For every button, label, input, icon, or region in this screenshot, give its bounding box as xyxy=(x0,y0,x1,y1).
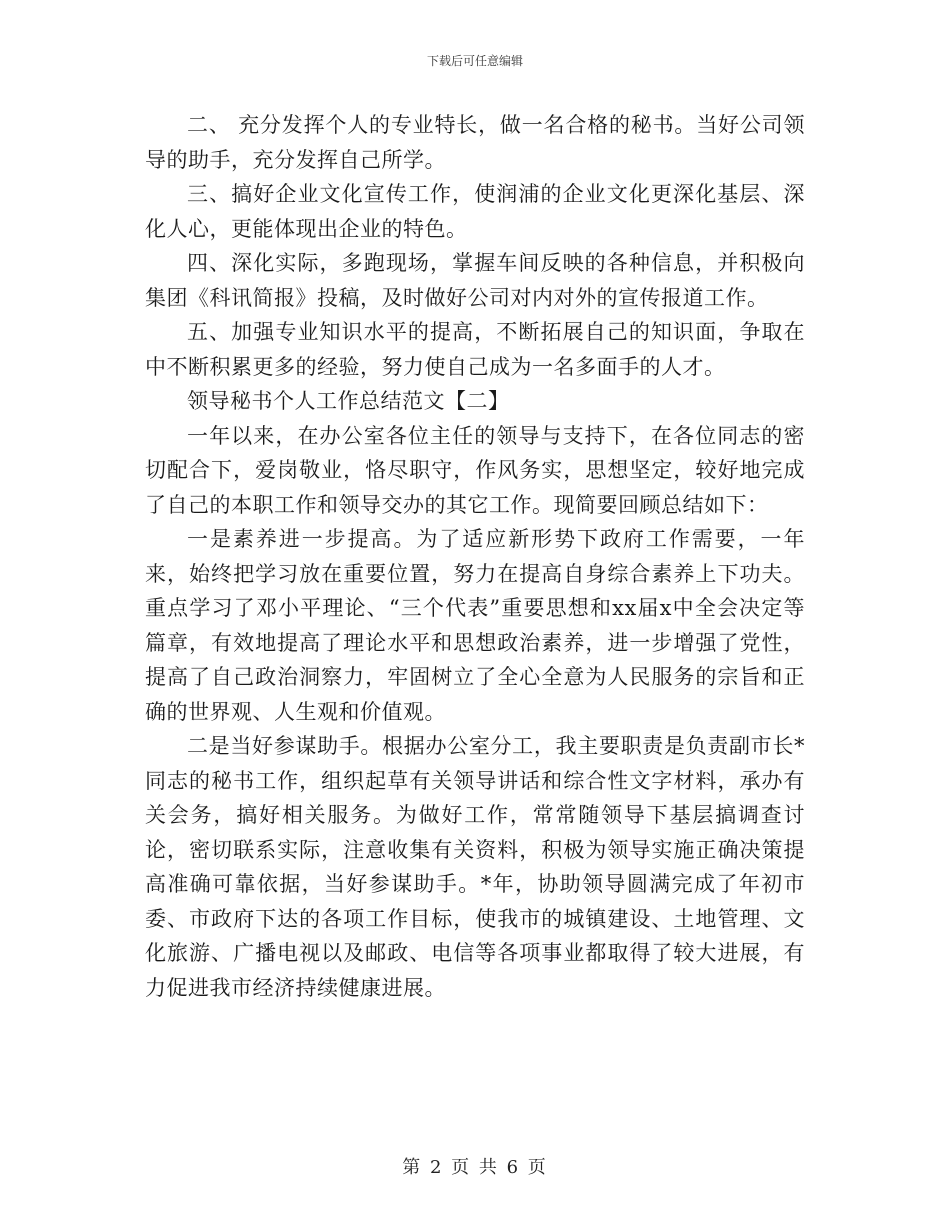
paragraph-section-3: 三、搞好企业文化宣传工作，使润浦的企业文化更深化基层、深化人心，更能体现出企业的特色。 xyxy=(145,182,805,241)
paragraph-intro: 一年以来，在办公室各位主任的领导与支持下，在各位同志的密切配合下，爱岗敬业，恪尽职守，作风务实，思想坚定，较好地完成了自己的本职工作和领导交办的其它工作。现简要回顾总结如下： xyxy=(145,423,805,517)
paragraph-point-1: 一是素养进一步提高。为了适应新形势下政府工作需要，一年来，始终把学习放在重要位置，努力在提高自身综合素养上下功夫。重点学习了邓小平理论、“三个代表”重要思想和xx届x中全会决定等篇章，有效地提高了理论水平和思想政治素养，进一步增强了党性，提高了自己政治洞察力，牢固树立了全心全意为人民服务的宗旨和正确的世界观、人生观和价值观。 xyxy=(145,527,805,724)
section-heading: 领导秘书个人工作总结范文【二】 xyxy=(187,389,510,413)
paragraph-point-2: 二是当好参谋助手。根据办公室分工，我主要职责是负责副市长*同志的秘书工作，组织起草有关领导讲话和综合性文字材料，承办有关会务，搞好相关服务。为做好工作，常常随领导下基层搞调查讨论，密切联系实际，注意收集有关资料，积极为领导实施正确决策提高准确可靠依据，当好参谋助手。*年，协助领导圆满完成了年初市委、市政府下达的各项工作目标，使我市的城镇建设、土地管理、文化旅游、广播电视以及邮政、电信等各项事业都取得了较大进展，有力促进我市经济持续健康进展。 xyxy=(145,734,805,1000)
page-number: 第 2 页 共 6 页 xyxy=(402,1157,548,1178)
document-body xyxy=(145,108,805,1005)
paragraph-section-2: 二、 充分发挥个人的专业特长，做一名合格的秘书。当好公司领导的助手，充分发挥自己所学。 xyxy=(145,113,805,172)
paragraph-section-5: 五、加强专业知识水平的提高，不断拓展自己的知识面，争取在中不断积累更多的经验，努力使自己成为一名多面手的人才。 xyxy=(145,320,805,379)
page-header: 下载后可任意编辑 xyxy=(426,54,523,68)
paragraph-section-4: 四、深化实际，多跑现场，掌握车间反映的各种信息，并积极向集团《科讯简报》投稿，及时做好公司对内对外的宣传报道工作。 xyxy=(145,251,805,310)
